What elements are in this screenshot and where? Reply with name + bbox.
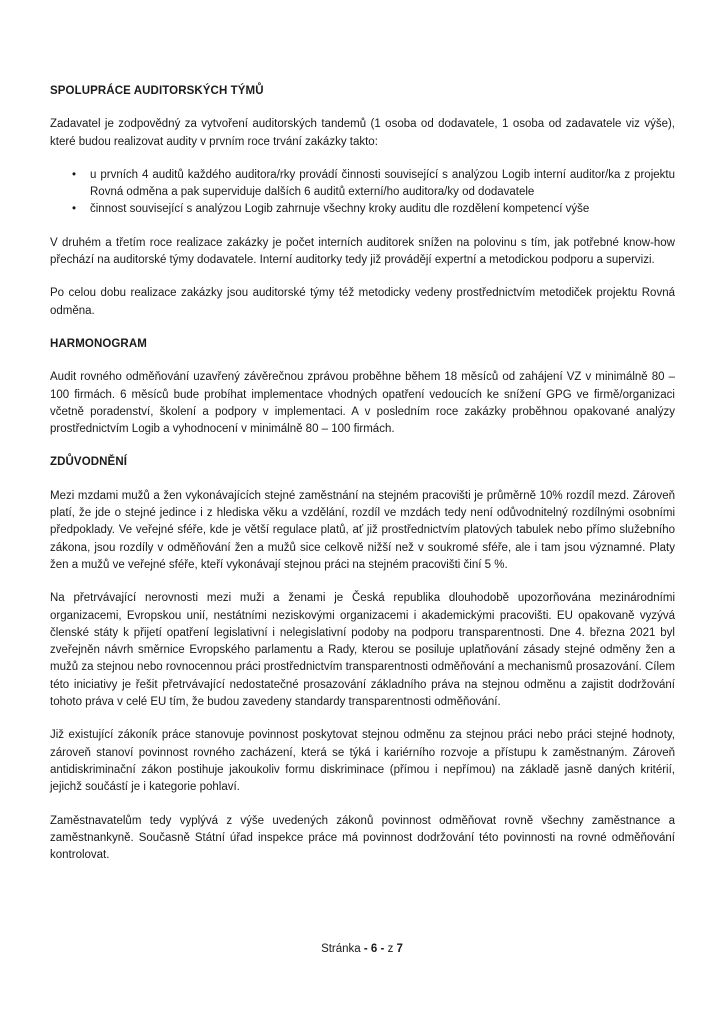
- list-item-text: činnost související s analýzou Logib zahrnuje všechny kroky auditu dle rozdělení kompetencí výše: [90, 203, 590, 216]
- footer-separator: z: [387, 943, 394, 955]
- footer-page-number: - 6 -: [363, 943, 385, 955]
- bullet-icon: •: [72, 168, 77, 181]
- list-item-text: u prvních 4 auditů každého auditora/rky provádí činnosti související s analýzou Logib interní auditor/ka z projektu Rovná odměna a pak superviduje dalších 6 auditů externí/ho auditora/ky od dodavatele: [90, 168, 675, 199]
- section-heading-spoluprace: SPOLUPRÁCE AUDITORSKÝCH TÝMŮ: [50, 85, 264, 97]
- paragraph-harmonogram-1: Audit rovného odměňování uzavřený závěrečnou zprávou proběhne během 18 měsíců od zahájení VZ v minimálně 80 – 100 firmách. 6 měsíců bude probíhat implementace vhodných opatření vedoucích ke snížení GPG ve firmě/organizaci včetně poradenství, školení a podpory v implementaci. A v posledním roce zakázky proběhnou opakované analýzy prostřednictvím Logib a vyhodnocení v minimálně 80 – 100 firmách.: [50, 371, 675, 436]
- list-item: [50, 167, 675, 202]
- paragraph-zduvodneni-2: Na přetrvávající nerovnosti mezi muži a ženami je Česká republika dlouhodobě upozorňována mezinárodními organizacemi, Evropskou unií, nestátními neziskovými organizacemi i akademickými pracovišti. EU opakovaně vyzývá členské státy k přijetí opatření legislativní i nelegislativní podoby na podporu transparentnosti. Dne 4. března 2021 byl zveřejněn návrh směrnice Evropského parlamentu a Rady, kterou se posiluje uplatňování zásady stejné odměny žen a mužů za stejnou nebo rovnocennou práci prostřednictvím transparentnosti odměňování a mechanismů prosazování. Cílem této iniciativy je řešit přetrvávající nedostatečné prosazování základního práva na stejnou odměnu a zajistit dodržování tohoto práva v celé EU tím, že budou zavedeny standardy transparentnosti odměňování.: [50, 592, 675, 709]
- paragraph-spoluprace-2: V druhém a třetím roce realizace zakázky je počet interních auditorek snížen na polovinu s tím, jak potřebné know-how přechází na auditorské týmy dodavatele. Interní auditorky tedy již provádějí expertní a metodickou podporu a supervizi.: [50, 236, 675, 267]
- bullet-icon: •: [72, 203, 77, 216]
- footer-total-pages: 7: [396, 943, 403, 955]
- section-heading-harmonogram: HARMONOGRAM: [50, 337, 147, 350]
- paragraph-zduvodneni-3: Již existující zákoník práce stanovuje povinnost poskytovat stejnou odměnu za stejnou práci nebo práci stejné hodnoty, zároveň stanoví povinnost rovného zacházení, která se týká i kariérního rozvoje a přístupu k zaměstnaným. Zároveň antidiskriminační zákon postihuje jakoukoliv formu diskriminace (přímou i nepřímou) na základě jasně daných kritérií, jejichž součástí je i kategorie pohlaví.: [50, 729, 675, 794]
- list-item: [50, 201, 675, 218]
- footer-label: Stránka: [321, 943, 361, 955]
- paragraph-spoluprace-3: Po celou dobu realizace zakázky jsou auditorské týmy též metodicky vedeny prostřednictvím metodiček projektu Rovná odměna.: [50, 287, 675, 317]
- section-heading-zduvodneni: ZDŮVODNĚNÍ: [50, 456, 128, 469]
- document-body: [50, 83, 675, 880]
- bullet-list: [50, 167, 675, 219]
- paragraph-zduvodneni-1: Mezi mzdami mužů a žen vykonávajících stejné zaměstnání na stejném pracovišti je průměrně 10% rozdíl mezd. Zároveň platí, že jde o stejné jedince i z hlediska věku a vzdělání, rozdíl ve mzdách tedy není odůvodnitelný rozdílnými osobními předpoklady. Ve veřejné sféře, kde je větší regulace platů, ať již prostřednictvím platových tabulek nebo přímo služebního zákona, jsou rozdíly v odměňování žen a mužů sice celkově nižší než v soukromé sféře, ale i tam jsou významné. Platy žen a mužů ve veřejné sféře, kteří vykonávají stejnou práci na stejném pracovišti činí 5 %.: [50, 489, 675, 571]
- paragraph-zduvodneni-4: Zaměstnavatelům tedy vyplývá z výše uvedených zákonů povinnost odměňovat rovně všechny zaměstnance a zaměstnankyně. Současně Státní úřad inspekce práce má povinnost dodržování této povinnosti na rovné odměňování kontrolovat.: [50, 814, 675, 862]
- paragraph-spoluprace-intro: Zadavatel je zodpovědný za vytvoření auditorských tandemů (1 osoba od dodavatele, 1 osoba od zadavatele viz výše), které budou realizovat audity v prvním roce trvání zakázky takto:: [50, 118, 675, 148]
- page-footer: [0, 941, 724, 958]
